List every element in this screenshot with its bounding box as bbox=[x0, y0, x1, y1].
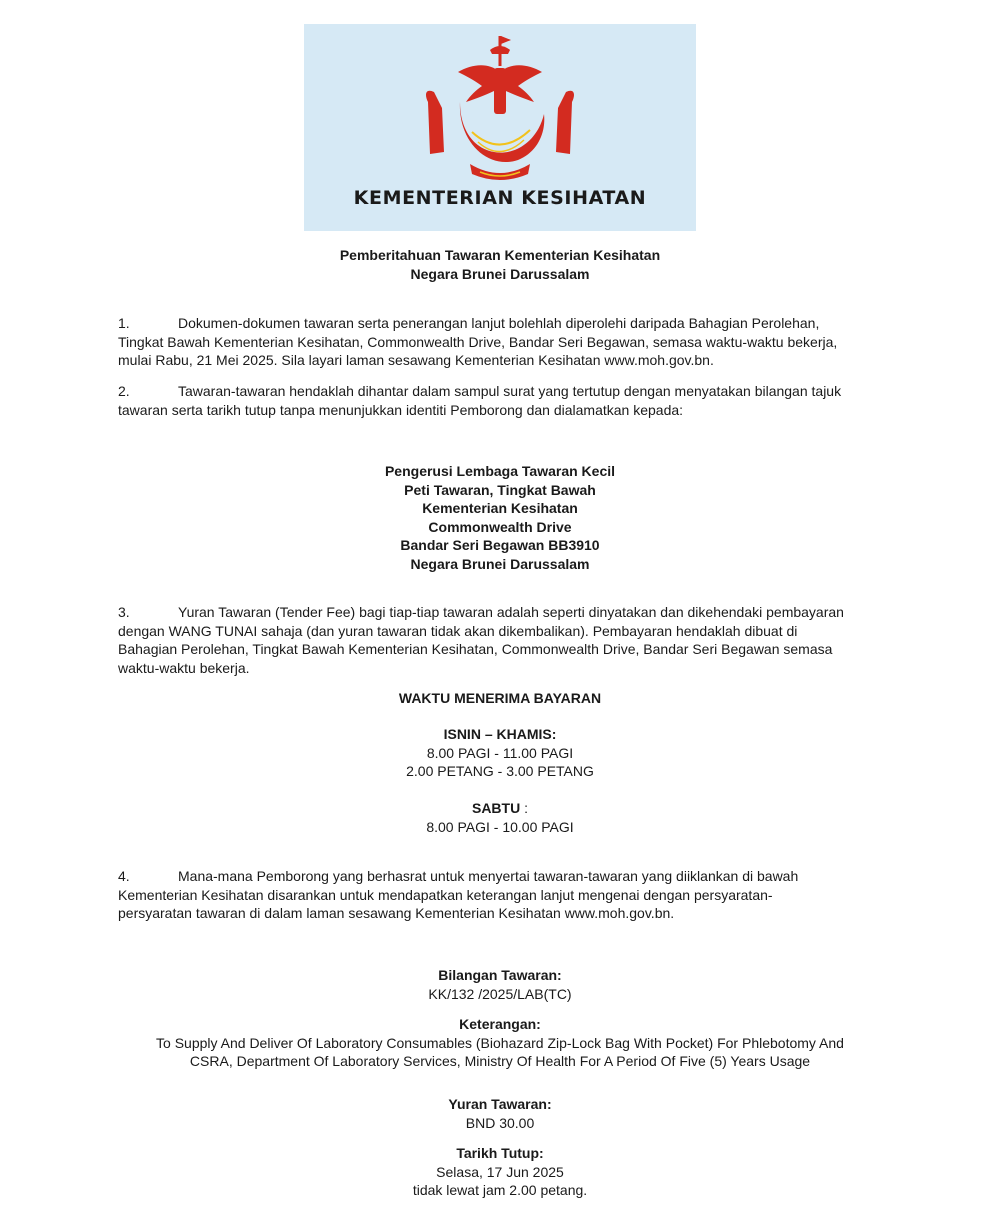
tender-fee-value: BND 30.00 bbox=[465, 1114, 535, 1131]
tender-number-block bbox=[0, 966, 1000, 1003]
weekday-slot: 8.00 PAGI - 11.00 PAGI bbox=[426, 744, 574, 761]
paragraph-text: dengan WANG TUNAI sahaja (dan yuran tawaran tidak akan dikembalikan). Pembayaran hendaklah dibuat di bbox=[118, 622, 798, 639]
saturday-slot: 8.00 PAGI - 10.00 PAGI bbox=[426, 818, 574, 835]
saturday-hours bbox=[0, 799, 1000, 836]
paragraph-text: tawaran serta tarikh tutup tanpa menunjukkan identiti Pemborong dan dialamatkan kepada: bbox=[118, 401, 684, 418]
paragraph-number: 1. bbox=[118, 315, 130, 331]
notice-title-line2: Negara Brunei Darussalam bbox=[410, 265, 590, 282]
closing-date-label: Tarikh Tutup: bbox=[456, 1145, 544, 1161]
address-line: Commonwealth Drive bbox=[428, 518, 572, 535]
ministry-header-banner bbox=[304, 24, 696, 231]
tender-description-block bbox=[0, 1015, 1000, 1071]
brunei-crest-icon bbox=[400, 32, 600, 182]
tender-number-value: KK/132 /2025/LAB(TC) bbox=[428, 985, 572, 1002]
tender-fee-block bbox=[0, 1095, 1000, 1132]
payment-hours-heading: WAKTU MENERIMA BAYARAN bbox=[398, 690, 602, 706]
weekday-slot: 2.00 PETANG - 3.00 PETANG bbox=[406, 763, 594, 779]
paragraph-text: Dokumen-dokumen tawaran serta penerangan lanjut bolehlah diperolehi daripada Bahagian Perolehan, bbox=[178, 315, 820, 331]
weekday-label: ISNIN – KHAMIS: bbox=[443, 726, 557, 742]
tender-description-text: CSRA, Department Of Laboratory Services, Ministry Of Health For A Period Of Five (5) Years Usage bbox=[189, 1053, 811, 1069]
closing-date-value: Selasa, 17 Jun 2025 bbox=[436, 1163, 564, 1180]
notice-title-line1: Pemberitahuan Tawaran Kementerian Kesihatan bbox=[339, 247, 661, 263]
paragraph-text: mulai Rabu, 21 Mei 2025. Sila layari laman sesawang Kementerian Kesihatan www.moh.gov.bn. bbox=[118, 352, 714, 368]
paragraph-text: Yuran Tawaran (Tender Fee) bagi tiap-tiap tawaran adalah seperti dinyatakan dan dikehendaki pembayaran bbox=[178, 604, 844, 620]
tender-fee-label: Yuran Tawaran: bbox=[448, 1096, 552, 1112]
address-line: Kementerian Kesihatan bbox=[422, 500, 578, 516]
tender-description-label: Keterangan: bbox=[459, 1016, 541, 1032]
paragraph-1 bbox=[118, 314, 888, 370]
paragraph-3 bbox=[118, 603, 888, 677]
closing-time-value: tidak lewat jam 2.00 petang. bbox=[412, 1182, 588, 1198]
paragraph-text: Bahagian Perolehan, Tingkat Bawah Kementerian Kesihatan, Commonwealth Drive, Bandar Seri Begawan semasa bbox=[118, 641, 833, 657]
address-line: Bandar Seri Begawan BB3910 bbox=[400, 537, 600, 553]
tender-description-text: To Supply And Deliver Of Laboratory Consumables (Biohazard Zip-Lock Bag With Pocket) For Phlebotomy And bbox=[156, 1034, 844, 1051]
address-line: Peti Tawaran, Tingkat Bawah bbox=[404, 481, 596, 498]
paragraph-text: Kementerian Kesihatan disarankan untuk mendapatkan keterangan lanjut mengenai dengan persyaratan- bbox=[118, 886, 773, 903]
notice-title bbox=[0, 246, 1000, 283]
paragraph-text: Mana-mana Pemborong yang berhasrat untuk menyertai tawaran-tawaran yang diiklankan di bawah bbox=[178, 868, 799, 884]
paragraph-text: Tingkat Bawah Kementerian Kesihatan, Commonwealth Drive, Bandar Seri Begawan, semasa waktu-waktu bekerja, bbox=[118, 333, 838, 350]
tender-box-address bbox=[0, 462, 1000, 573]
paragraph-text: waktu-waktu bekerja. bbox=[118, 659, 250, 676]
address-line: Pengerusi Lembaga Tawaran Kecil bbox=[384, 463, 616, 479]
paragraph-number: 2. bbox=[118, 383, 130, 399]
paragraph-number: 4. bbox=[118, 868, 130, 884]
closing-date-block bbox=[0, 1144, 1000, 1200]
weekday-hours bbox=[0, 725, 1000, 781]
ministry-name: KEMENTERIAN KESIHATAN bbox=[353, 187, 647, 209]
paragraph-4 bbox=[118, 867, 888, 923]
tender-number-label: Bilangan Tawaran: bbox=[438, 967, 562, 983]
paragraph-2 bbox=[118, 382, 888, 419]
address-line: Negara Brunei Darussalam bbox=[410, 555, 590, 572]
saturday-colon: : bbox=[520, 800, 528, 816]
paragraph-text: Tawaran-tawaran hendaklah dihantar dalam sampul surat yang tertutup dengan menyatakan bilangan tajuk bbox=[178, 383, 842, 399]
paragraph-text: persyaratan tawaran di dalam laman sesawang Kementerian Kesihatan www.moh.gov.bn. bbox=[118, 905, 675, 921]
saturday-label: SABTU bbox=[471, 800, 521, 816]
paragraph-number: 3. bbox=[118, 604, 130, 620]
